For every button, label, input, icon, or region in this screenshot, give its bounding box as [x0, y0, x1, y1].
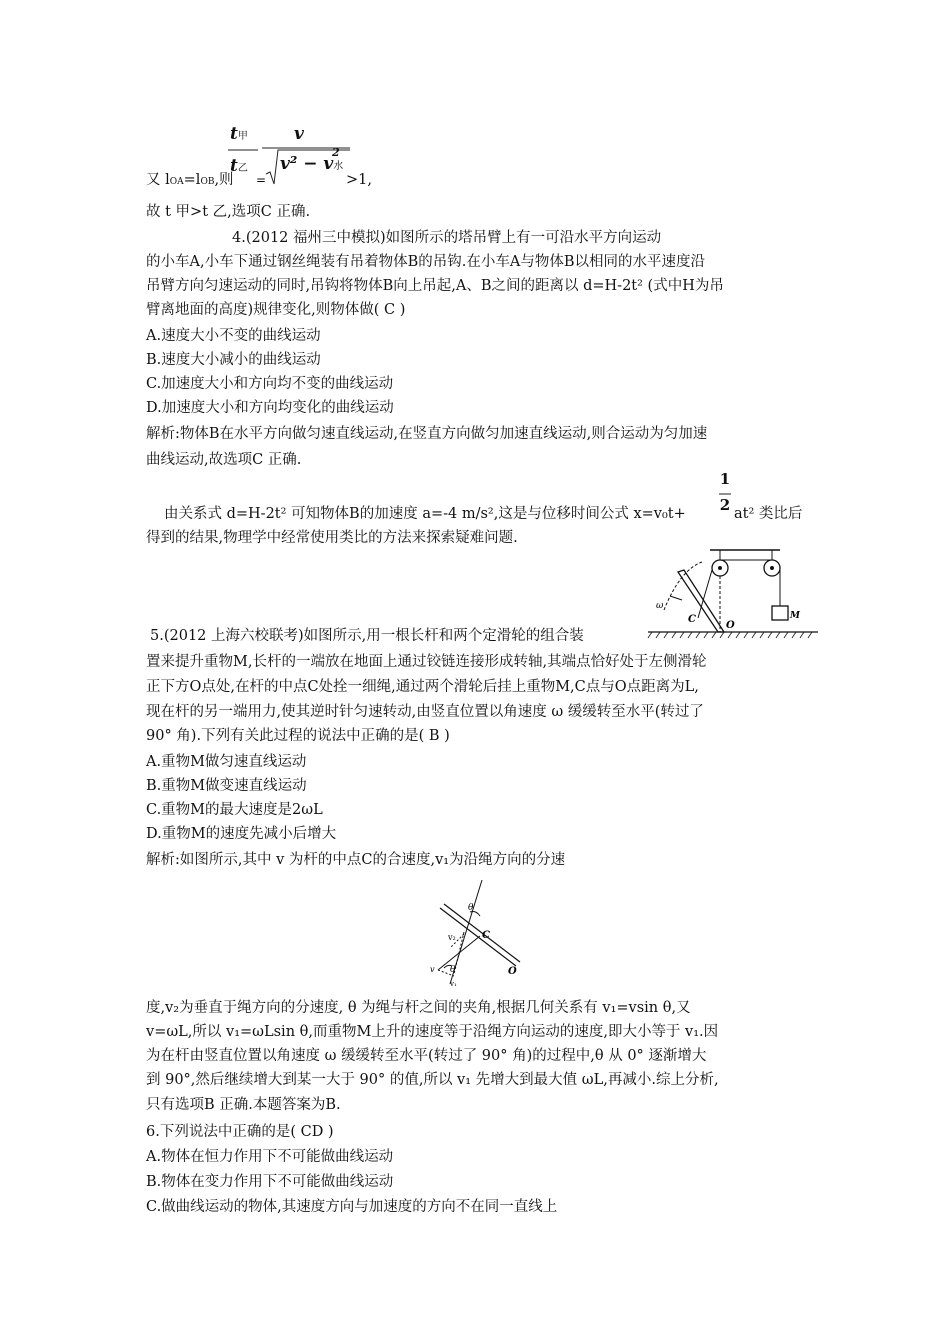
fraction-bar	[228, 148, 260, 152]
line-conclusion: 故 t 甲>t 乙,选项C 正确.	[146, 204, 311, 220]
v-label: v	[430, 965, 435, 974]
velocity-figure	[420, 876, 540, 986]
q4-option-b: B.速度大小减小的曲线运动	[146, 352, 321, 368]
q5-stem-3: 正下方O点处,在杆的中点C处拴一细绳,通过两个滑轮后挂上重物M,C点与O点距离为L,	[146, 679, 699, 695]
q5-analysis-1: 解析:如图所示,其中 v 为杆的中点C的合速度,v₁为沿绳方向的分速	[146, 852, 566, 868]
q4-analysis-3: 由关系式 d=H-2t² 可知物体B的加速度 a=-4 m/s²,这是与位移时间公式 x=v₀t+	[164, 506, 686, 522]
q4-analysis-3-end: at² 类比后	[734, 506, 803, 522]
half-denominator: 2	[719, 496, 731, 514]
t-numerator: t甲	[230, 124, 248, 144]
q5-option-a: A.重物M做匀速直线运动	[146, 754, 307, 770]
q5-stem-4: 现在杆的另一端用力,使其逆时针匀速转动,由竖直位置以角速度 ω 缓缓转至水平(转过了	[146, 704, 704, 720]
q5-stem-2: 置来提升重物M,长杆的一端放在地面上通过铰链连接形成转轴,其端点恰好处于左侧滑轮	[146, 654, 707, 670]
o-label: O	[508, 966, 517, 977]
point-o-label: O	[726, 620, 735, 631]
mass-m-label: M	[790, 611, 800, 621]
c-label: C	[482, 930, 490, 941]
q6-option-b: B.物体在变力作用下不可能做曲线运动	[146, 1174, 394, 1190]
line-1: 又 lOA=lOB,则	[146, 172, 234, 188]
q4-option-c: C.加速度大小和方向均不变的曲线运动	[146, 376, 394, 392]
half-numerator: 1	[719, 470, 731, 488]
q5-analysis-5: 到 90°,然后继续增大到某一大于 90° 的值,所以 v₁ 先增大到最大值 ωL,再减小.综上分析,	[146, 1072, 719, 1088]
q5-option-d: D.重物M的速度先减小后增大	[146, 826, 337, 842]
q4-analysis-4: 得到的结果,物理学中经常使用类比的方法来探索疑难问题.	[146, 530, 518, 546]
q4-stem-2: 的小车A,小车下通过钢丝绳装有吊着物体B的吊钩.在小车A与物体B以相同的水平速度沿	[146, 254, 705, 270]
q4-analysis-1: 解析:物体B在水平方向做匀速直线运动,在竖直方向做匀加速直线运动,则合运动为匀加速	[146, 426, 708, 442]
gt-one: >1,	[346, 172, 372, 188]
v-numerator: v	[294, 124, 304, 144]
eq-sign: =	[256, 173, 267, 187]
q5-analysis-3: v=ωL,所以 v₁=ωLsin θ,而重物M上升的速度等于沿绳方向运动的速度,即大小等于 v₁.因	[146, 1024, 719, 1040]
v1-label: v₁	[450, 980, 457, 986]
point-c-label: C	[688, 614, 696, 625]
q6-option-a: A.物体在恒力作用下不可能做曲线运动	[146, 1149, 394, 1165]
q5-option-c: C.重物M的最大速度是2ωL	[146, 802, 323, 818]
root-exp: 2	[332, 146, 340, 159]
q4-stem-1: 4.(2012 福州三中模拟)如图所示的塔吊臂上有一可沿水平方向运动	[232, 230, 662, 246]
q5-stem-5: 90° 角).下列有关此过程的说法中正确的是( B )	[146, 728, 450, 744]
q5-option-b: B.重物M做变速直线运动	[146, 778, 307, 794]
q5-analysis-2: 度,v₂为垂直于绳方向的分速度, θ 为绳与杆之间的夹角,根据几何关系有 v₁=vsin θ,又	[146, 1000, 691, 1016]
q4-stem-4: 臂离地面的高度)规律变化,则物体做( C )	[146, 302, 406, 318]
root-content: v² − v水	[280, 154, 344, 174]
omega-label: ω	[656, 601, 664, 611]
pulley-figure	[640, 540, 820, 650]
q5-analysis-6: 只有选项B 正确.本题答案为B.	[146, 1097, 341, 1113]
q4-analysis-2: 曲线运动,故选项C 正确.	[146, 452, 302, 468]
q5-analysis-4: 为在杆由竖直位置以角速度 ω 缓缓转至水平(转过了 90° 角)的过程中,θ 从 0° 逐渐增大	[146, 1048, 707, 1064]
theta-top-label: θ	[468, 903, 474, 913]
q4-option-d: D.加速度大小和方向均变化的曲线运动	[146, 400, 394, 416]
v2-label: v₂	[448, 933, 456, 942]
theta-bottom-label: θ	[450, 965, 456, 975]
q5-stem-1: 5.(2012 上海六校联考)如图所示,用一根长杆和两个定滑轮的组合装	[150, 628, 584, 644]
q4-stem-3: 吊臂方向匀速运动的同时,吊钩将物体B向上吊起,A、B之间的距离以 d=H-2t² (式中H为吊	[146, 278, 724, 294]
q6-option-c: C.做曲线运动的物体,其速度方向与加速度的方向不在同一直线上	[146, 1199, 558, 1215]
q6-stem: 6.下列说法中正确的是( CD )	[146, 1124, 334, 1140]
q4-option-a: A.速度大小不变的曲线运动	[146, 328, 321, 344]
t-denominator: t乙	[230, 156, 248, 176]
